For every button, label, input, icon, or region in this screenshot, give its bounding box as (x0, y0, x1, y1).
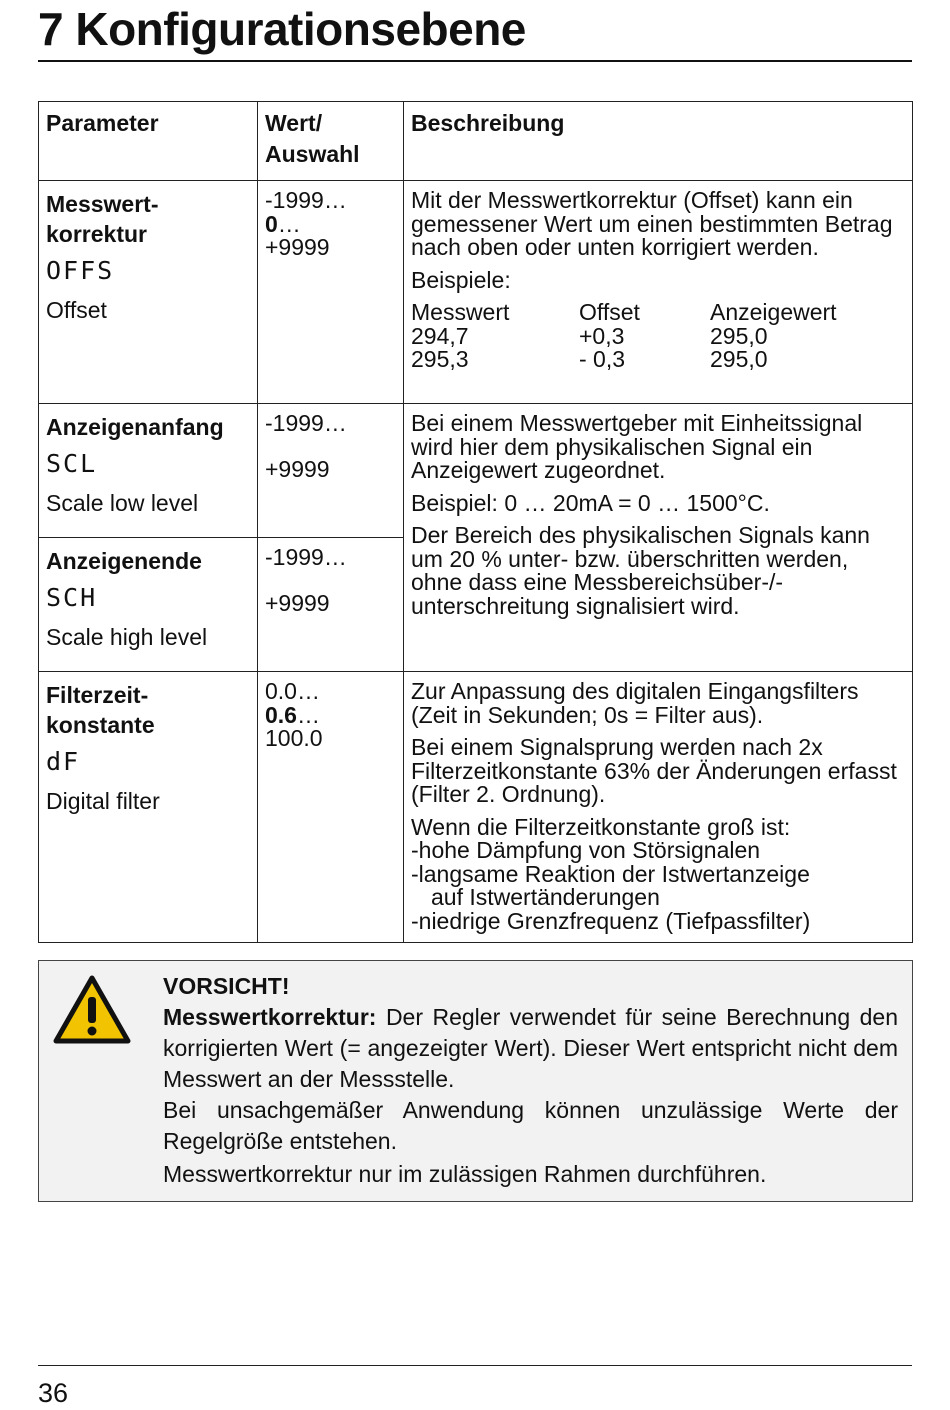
param-english: Scale low level (46, 490, 199, 516)
value-max: 100.0 (265, 725, 323, 751)
value-cell (258, 538, 404, 672)
value-min: -1999… (265, 410, 347, 436)
param-name: Anzeigenende (46, 548, 202, 574)
example-cell: 294,7 (411, 322, 469, 349)
param-cell (39, 404, 258, 538)
value-max: +9999 (265, 589, 330, 616)
param-cell (39, 181, 258, 404)
examples-label: Beispiele: (411, 266, 511, 293)
description-example: Beispiel: 0 … 20mA = 0 … 1500°C. (411, 489, 770, 516)
value-min: -1999… (265, 187, 347, 213)
caution-body: Der Regler verwendet für seine Berechnung den korrigierten Wert (= angezeigter Wert). Dieser Wert entspricht nicht dem Messwert an der Messstelle. (163, 1004, 898, 1092)
param-name: Filterzeit- (46, 682, 149, 708)
value-min: -1999… (265, 544, 347, 570)
value-ellipsis: … (296, 701, 320, 728)
warning-triangle-icon (53, 975, 131, 1045)
example-cell: 295,0 (710, 346, 768, 372)
example-header: Offset (579, 299, 640, 325)
table-row (39, 181, 913, 404)
list-item: -hohe Dämpfung von Störsignalen (411, 837, 761, 863)
value-max: +9999 (265, 234, 330, 260)
header-value-line1: Wert/ (265, 110, 323, 136)
example-cell: +0,3 (579, 322, 625, 349)
header-value-line2: Auswahl (265, 141, 360, 167)
parameter-table (38, 101, 913, 943)
value-max: +9999 (265, 455, 330, 482)
description-text: Bei einem Messwertgeber mit Einheitssignal wird hier dem physikalischen Signal ein Anzeigewert zugeordnet. (411, 410, 863, 483)
value-default: 0.6 (265, 701, 297, 728)
example-cell: 295,0 (710, 322, 768, 349)
param-name: Anzeigenanfang (46, 414, 224, 440)
display-code: SCH (46, 583, 98, 612)
param-english: Offset (46, 297, 107, 323)
list-item-cont: auf Istwertänderungen (431, 884, 660, 910)
header-value (258, 102, 404, 181)
title-divider (38, 60, 912, 62)
page-number: 36 (38, 1378, 69, 1408)
display-code: dF (46, 747, 81, 776)
value-min: 0.0… (265, 678, 320, 704)
caution-paragraph: Messwertkorrektur nur im zulässigen Rahmen durchführen. (163, 1161, 767, 1187)
display-code: OFFS (46, 256, 115, 285)
param-name-cont: konstante (46, 712, 155, 738)
example-cell: 295,3 (411, 346, 469, 372)
description-cell (404, 404, 913, 672)
example-header: Anzeigewert (710, 299, 837, 325)
param-cell (39, 538, 258, 672)
list-item: -langsame Reaktion der Istwertanzeige (411, 860, 810, 887)
description-text: Mit der Messwertkorrektur (Offset) kann ein gemessener Wert um einen bestimmten Betrag nach oben oder unten korrigiert werden. (411, 187, 893, 260)
header-description: Beschreibung (404, 102, 913, 181)
caution-lead: Messwertkorrektur: (163, 1004, 377, 1030)
caution-box (38, 960, 913, 1202)
caution-text (163, 971, 898, 1190)
caution-paragraph: Bei unsachgemäßer Anwendung können unzulässige Werte der Regelgröße entstehen. (163, 1097, 898, 1154)
description-cell (404, 672, 913, 943)
display-code: SCL (46, 449, 98, 478)
value-cell (258, 181, 404, 404)
value-cell (258, 672, 404, 943)
footer-divider (38, 1365, 912, 1366)
value-default-line (265, 210, 396, 237)
description-condition: Wenn die Filterzeitkonstante groß ist: (411, 813, 791, 840)
example-header: Messwert (411, 299, 510, 325)
param-name-cont: korrektur (46, 221, 147, 247)
caution-paragraph (163, 1002, 898, 1095)
list-item: -niedrige Grenzfrequenz (Tiefpassfilter) (411, 907, 811, 934)
example-cell: - 0,3 (579, 346, 626, 372)
param-english: Digital filter (46, 788, 160, 814)
description-range: Der Bereich des physikalischen Signals kann um 20 % unter- bzw. überschritten werden, ohne dass eine Messbereichsüber-/-unterschreitung signalisiert wird. (411, 522, 870, 619)
param-name: Messwert- (46, 191, 159, 217)
table-header-row (39, 102, 913, 181)
page-title: 7 Konfigurationsebene (38, 3, 526, 55)
header-parameter: Parameter (39, 102, 258, 181)
description-cell (404, 181, 913, 404)
examples-grid (411, 301, 905, 372)
param-cell (39, 672, 258, 943)
value-ellipsis: … (277, 210, 301, 237)
description-step: Bei einem Signalsprung werden nach 2x Filterzeitkonstante 63% der Änderungen erfasst (Filter 2. Ordnung). (411, 734, 897, 807)
description-text: Zur Anpassung des digitalen Eingangsfilters (Zeit in Sekunden; 0s = Filter aus). (411, 678, 859, 728)
value-cell (258, 404, 404, 538)
table-row (39, 672, 913, 943)
caution-heading: VORSICHT! (163, 973, 290, 999)
value-default: 0 (265, 210, 278, 237)
table-row (39, 404, 913, 538)
value-default-line (265, 701, 396, 728)
param-english: Scale high level (46, 624, 208, 650)
